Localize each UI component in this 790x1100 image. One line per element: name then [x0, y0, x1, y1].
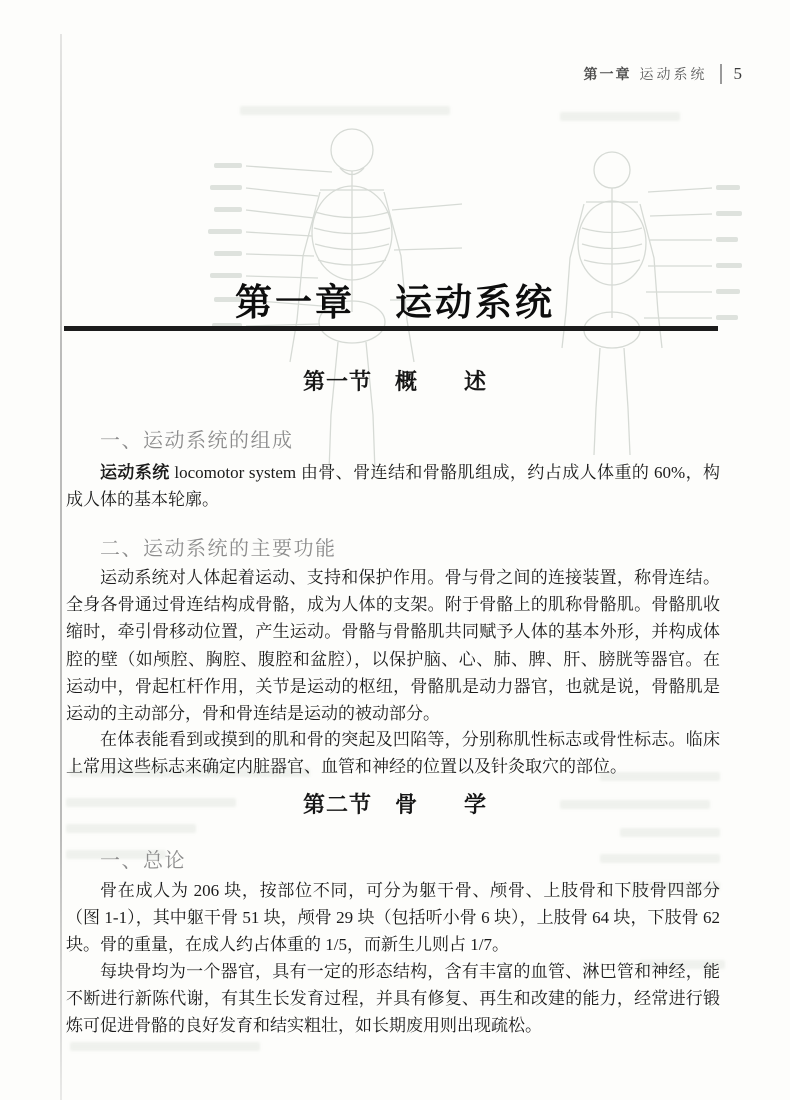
showthrough-text-line — [560, 112, 680, 121]
header-divider — [720, 64, 722, 84]
chapter-title-rule — [64, 326, 718, 331]
page-number: 5 — [733, 64, 742, 83]
showthrough-text-line — [240, 106, 450, 115]
section2-heading-general: 一、总论 — [100, 850, 186, 872]
paragraph-bone-count: 骨在成人为 206 块，按部位不同，可分为躯干骨、颅骨、上肢骨和下肢骨四部分（图 1-1），其中躯干骨 51 块，颅骨 29 块（包括听小骨 6 块），上肢骨 64 块，下肢骨 62 块。骨的重量，在成人约占体重的 1/5，而新生儿则占 1/7。 — [66, 881, 720, 955]
section1-heading-functions: 二、运动系统的主要功能 — [100, 538, 337, 560]
showthrough-text-line — [600, 854, 720, 863]
header-chapter-label: 第一章 — [583, 66, 632, 82]
showthrough-text-line — [620, 828, 720, 837]
section1-title: 第一节 概 述 — [302, 369, 487, 394]
paragraph-functions: 运动系统对人体起着运动、支持和保护作用。骨与骨之间的连接装置，称骨连结。全身各骨通过骨连结构成骨骼，成为人体的支架。附于骨骼上的肌称骨骼肌。骨骼肌收缩时，牵引骨移动位置，产生运动。骨骼与骨骼肌共同赋予人体的基本外形，并构成体腔的壁（如颅腔、胸腔、腹腔和盆腔），以保护脑、心、肺、脾、肝、膀胱等器官。在运动中，骨起杠杆作用，关节是运动的枢纽，骨骼肌是动力器官，也就是说，骨骼肌是运动的主动部分，骨和骨连结是运动的被动部分。 — [66, 568, 720, 724]
section2-title: 第二节 骨 学 — [302, 792, 487, 817]
paragraph-bone-organ: 每块骨均为一个器官，具有一定的形态结构，含有丰富的血管、淋巴管和神经，能不断进行新陈代谢，有其生长发育过程，并具有修复、再生和改建的能力，经常进行锻炼可促进骨骼的良好发育和结实粗壮，如长期废用则出现疏松。 — [66, 962, 720, 1036]
term-locomotor-system: 运动系统 — [100, 463, 170, 482]
paragraph-landmarks: 在体表能看到或摸到的肌和骨的突起及凹陷等，分别称肌性标志或骨性标志。临床上常用这些标志来确定内脏器官、血管和神经的位置以及针灸取穴的部位。 — [66, 730, 720, 777]
chapter-title: 第一章 运动系统 — [235, 282, 555, 323]
paragraph-composition-text: locomotor system 由骨、骨连结和骨骼肌组成，约占成人体重的 60%，构成人体的基本轮廓。 — [66, 463, 720, 510]
paragraph-composition — [66, 459, 720, 513]
showthrough-text-line — [70, 1042, 260, 1051]
page-gutter-line — [60, 34, 62, 1100]
showthrough-text-line — [66, 824, 196, 833]
running-header — [584, 64, 743, 84]
section1-heading-composition: 一、运动系统的组成 — [100, 430, 294, 452]
header-section-label: 运动系统 — [639, 66, 708, 82]
